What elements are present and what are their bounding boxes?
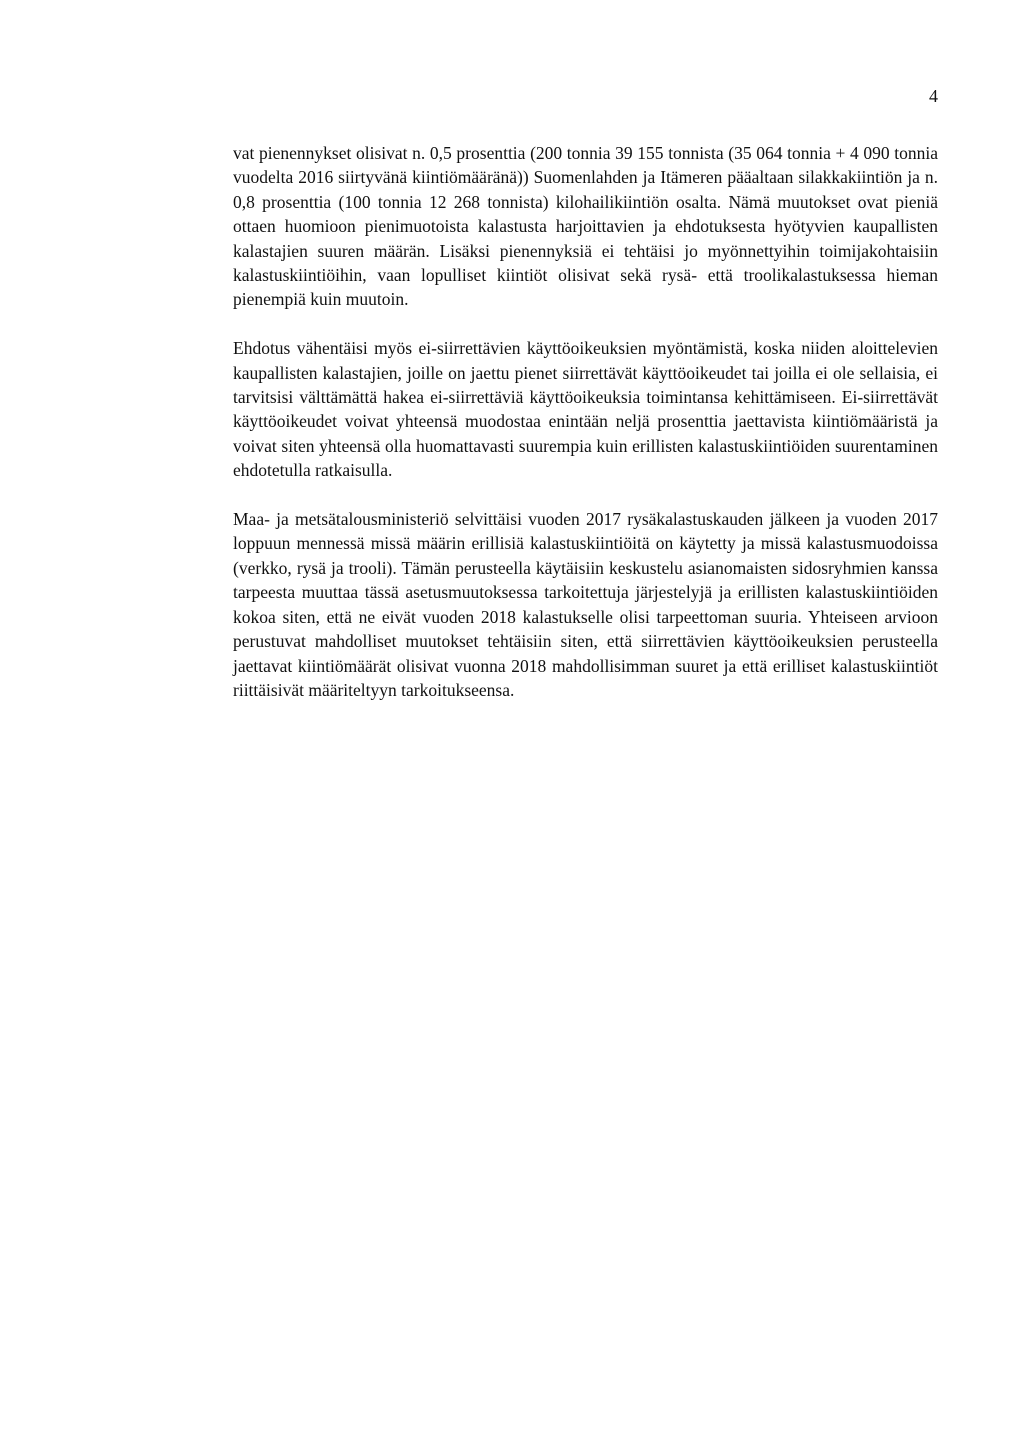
paragraph-2: Ehdotus vähentäisi myös ei-siirrettävien käyttöoikeuksien myöntämistä, koska niiden aloittelevien kaupallisten kalastajien, joille on jaettu pienet siirrettävät käyttöoikeudet tai joilla ei ole sellaisia, ei tarvitsisi välttämättä hakea ei-siirrettäviä käyttöoikeuksia toimintansa kehittämiseen. Ei-siirrettävät käyttöoikeudet voivat yhteensä muodostaa enintään neljä prosenttia jaettavista kiintiömääristä ja voivat siten yhteensä olla huomattavasti suurempia kuin erillisten kalastuskiintiöiden suurentaminen ehdotetulla ratkaisulla. (233, 338, 938, 481)
paragraph-3: Maa- ja metsätalousministeriö selvittäisi vuoden 2017 rysäkalastuskauden jälkeen ja vuoden 2017 loppuun mennessä missä määrin erillisiä kalastuskiintiöitä on käytetty ja missä kalastusmuodoissa (verkko, rysä ja trooli). Tämän perusteella käytäisiin keskustelu asianomaisten sidosryhmien kanssa tarpeesta muuttaa tässä asetusmuutoksessa tarkoitettuja järjestelyjä ja erillisten kalastuskiintiöiden kokoa siten, että ne eivät vuoden 2018 kalastukselle olisi tarpeettoman suuria. Yhteiseen arvioon perustuvat mahdolliset muutokset tehtäisiin siten, että siirrettävien käyttöoikeuksien perusteella jaettavat kiintiömäärät olisivat vuonna 2018 mahdollisimman suuret ja että erilliset kalastuskiintiöt riittäisivät määriteltyyn tarkoitukseensa. (233, 509, 938, 700)
body-text (233, 141, 938, 702)
page-number: 4 (929, 86, 938, 106)
paragraph-1: vat pienennykset olisivat n. 0,5 prosenttia (200 tonnia 39 155 tonnista (35 064 tonnia + 4 090 tonnia vuodelta 2016 siirtyvänä kiintiömääränä)) Suomenlahden ja Itämeren pääaltaan silakkakiintiön ja n. 0,8 prosenttia (100 tonnia 12 268 tonnista) kilohailikiintiön osalta. Nämä muutokset ovat pieniä ottaen huomioon pienimuotoista kalastusta harjoittavien ja ehdotuksesta hyötyvien kaupallisten kalastajien suuren määrän. Lisäksi pienennyksiä ei tehtäisi jo myönnettyihin toimijakohtaisiin kalastuskiintiöihin, vaan lopulliset kiintiöt olisivat sekä rysä- että troolikalastuksessa hieman pienempiä kuin muutoin. (233, 143, 938, 310)
